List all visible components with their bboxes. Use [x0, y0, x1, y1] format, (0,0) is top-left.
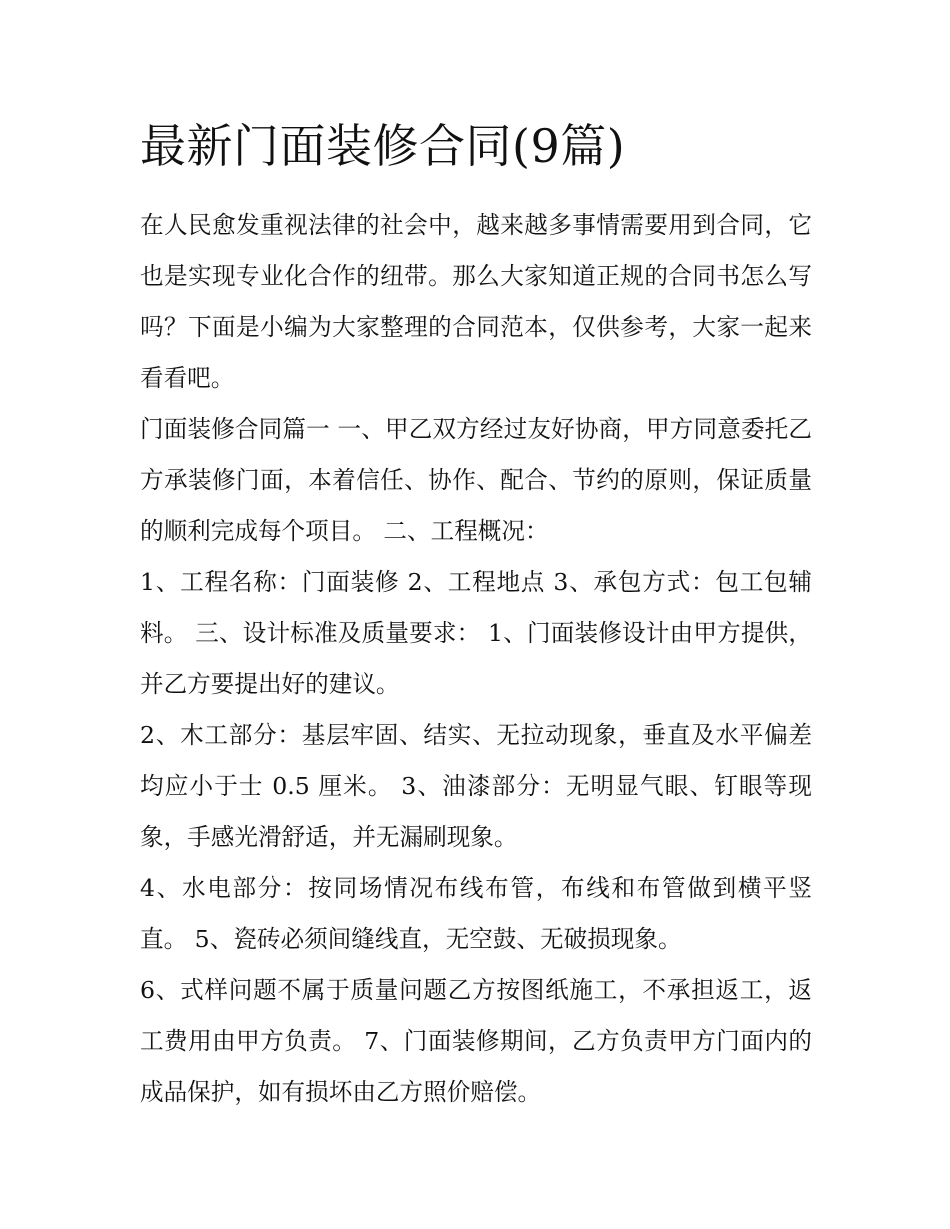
paragraph-contract-intro: 门面装修合同篇一 一、甲乙双方经过友好协商，甲方同意委托乙方承装修门面，本着信任、协作、配合、节约的原则，保证质量的顺利完成每个项目。 二、工程概况： [140, 415, 812, 545]
document-body [140, 112, 812, 1118]
paragraph-plumbing-tiles: 4、水电部分：按同场情况布线布管，布线和布管做到横平竖直。 5、瓷砖必须间缝线直，无空鼓、无破损现象。 [140, 874, 812, 953]
paragraph-style-protection: 6、式样问题不属于质量问题乙方按图纸施工，不承担返工，返工费用由甲方负责。 7、门面装修期间，乙方负责甲方门面内的成品保护，如有损坏由乙方照价赔偿。 [140, 976, 812, 1106]
paragraph-intro: 在人民愈发重视法律的社会中，越来越多事情需要用到合同，它也是实现专业化合作的纽带。那么大家知道正规的合同书怎么写吗？下面是小编为大家整理的合同范本，仅供参考，大家一起来看看吧。 [140, 211, 812, 392]
paragraph-carpentry-paint: 2、木工部分：基层牢固、结实、无拉动现象，垂直及水平偏差均应小于士 0.5 厘米。 3、油漆部分：无明显气眼、钉眼等现象，手感光滑舒适，并无漏刷现象。 [140, 721, 812, 851]
paragraph-project-info: 1、工程名称：门面装修 2、工程地点 3、承包方式：包工包辅料。 三、设计标准及质量要求： 1、门面装修设计由甲方提供，并乙方要提出好的建议。 [140, 568, 812, 698]
document-title: 最新门面装修合同(9篇) [140, 119, 626, 173]
